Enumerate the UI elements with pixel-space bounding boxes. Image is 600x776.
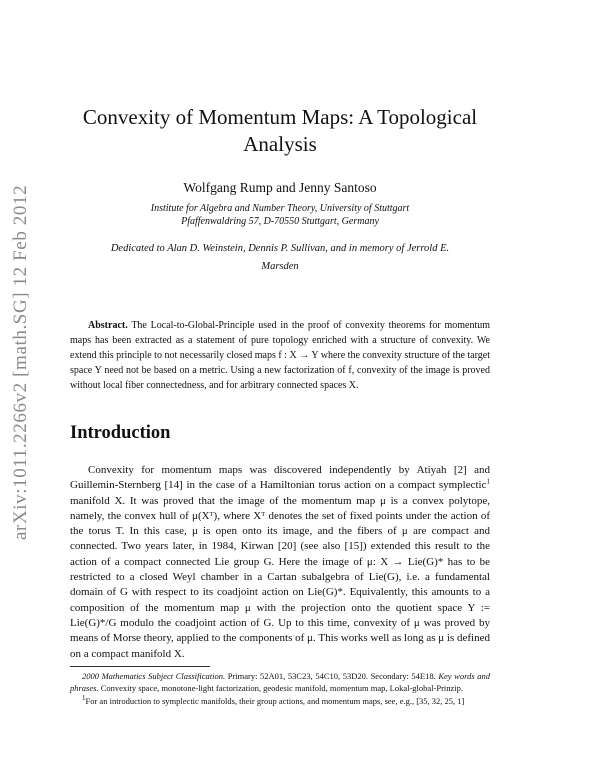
abstract-label: Abstract.	[88, 320, 128, 331]
footnote-1	[70, 695, 490, 707]
section-heading-introduction: Introduction	[70, 423, 171, 443]
paragraph-part-2: manifold X. It was proved that the image of the momentum map μ is a convex polytope, namely, the convex hull of μ(Xᵀ), where Xᵀ denotes the set of fixed points under the action of the torus T. In this case, μ is open onto its image, and the fibers of μ are compact and connected. Two years later, in 1984, Kirwan [20] (see also [15]) extended this result to the action of a compact connected Lie group G. Here the image of μ: X → Lie(G)* has to be restricted to a closed Weyl chamber in a Cartan subalgebra of Lie(G), i.e. a fundamental domain of G with respect to its coadjoint action on Lie(G)*. Equivalently, this amounts to a composition of the momentum map μ with the projection onto the quotient space Y := Lie(G)*/G modulo the coadjoint action of G. Up to this time, convexity of μ was proved by means of Morse theory, applied to the components of μ. This works well as long as μ is defined on a compact manifold X.	[70, 494, 490, 660]
msc-label: 2000 Mathematics Subject Classification.	[82, 671, 226, 681]
msc-text: Primary: 52A01, 53C23, 54C10, 53D20. Secondary: 54E18.	[225, 671, 436, 681]
paragraph-part-1: Convexity for momentum maps was discovered independently by Atiyah [2] and Guillemin-Sternberg [14] in the case of a Hamiltonian torus action on a compact symplectic	[70, 464, 490, 492]
keywords-label: Key words and phrases.	[70, 671, 491, 694]
introduction-paragraph	[70, 463, 490, 662]
footnote-msc	[70, 670, 490, 695]
footnote-1-text: For an introduction to symplectic manifolds, their group actions, and momentum maps, see, e.g., [35, 32, 25, 1]	[85, 695, 465, 706]
arxiv-identifier-stamp: arXiv:1011.2266v2 [math.SG] 12 Feb 2012	[10, 184, 31, 540]
paper-title: Convexity of Momentum Maps: A Topological Analysis	[82, 105, 478, 156]
author-affiliation	[100, 202, 460, 228]
affiliation-line-2: Pfaffenwaldring 57, D-70550 Stuttgart, Germany	[181, 216, 379, 227]
affiliation-line-1: Institute for Algebra and Number Theory, University of Stuttgart	[150, 203, 410, 214]
footnote-mark: 1	[486, 477, 490, 486]
paper-authors: Wolfgang Rump and Jenny Santoso	[183, 180, 377, 195]
footnotes	[70, 670, 490, 707]
abstract	[70, 318, 490, 393]
footnote-rule	[70, 666, 210, 667]
abstract-text: The Local-to-Global-Principle used in the proof of convexity theorems for momentum maps has been extracted as a statement of pure topology enriched with a structure of convexity. We extend this principle to not necessarily closed maps f : X → Y where the convexity structure of the target space Y need not be based on a metric. Using a new factorization of f, convexity of the image is proved without local fiber connectedness, and for arbitrary connected spaces X.	[70, 320, 490, 391]
dedication: Dedicated to Alan D. Weinstein, Dennis P. Sullivan, and in memory of Jerrold E. Marsden	[110, 243, 450, 272]
footnote-1-mark: 1	[82, 693, 86, 702]
keywords-text: Convexity space, monotone-light factorization, geodesic manifold, momentum map, Lokal-global-Prinzip.	[98, 683, 464, 694]
